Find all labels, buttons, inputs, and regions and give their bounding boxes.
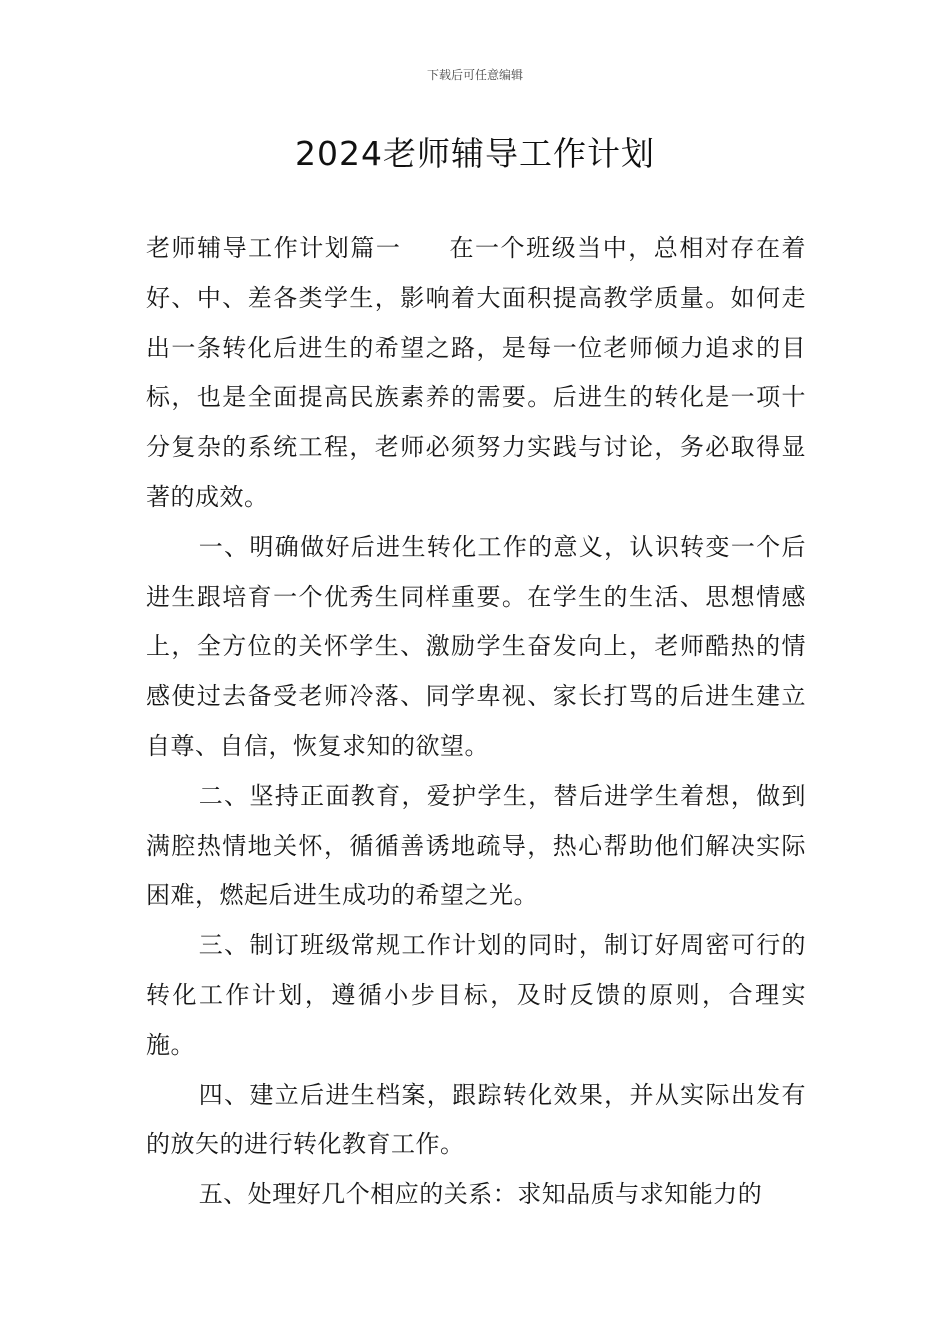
paragraph-5: 五、处理好几个相应的关系：求知品质与求知能力的: [198, 1180, 763, 1209]
paragraph-1: 一、明确做好后进生转化工作的意义，认识转变一个后进生跟培育一个优秀生同样重要。在学生的生活、思想情感上，全方位的关怀学生、激励学生奋发向上，老师酷热的情感使过去备受老师冷落、同学卑视、家长打骂的后进生建立自尊、自信，恢复求知的欲望。: [146, 532, 806, 760]
intro-text: 在一个班级当中，总相对存在着好、中、差各类学生，影响着大面积提高教学质量。如何走出一条转化后进生的希望之路，是每一位老师倾力追求的目标，也是全面提高民族素养的需要。后进生的转化是一项十分复杂的系统工程，老师必须努力实践与讨论，务必取得显著的成效。: [146, 234, 807, 511]
paragraph-3: 三、制订班级常规工作计划的同时，制订好周密可行的转化工作计划，遵循小步目标，及时反馈的原则，合理实施。: [146, 931, 806, 1059]
section-heading: 老师辅导工作计划篇一: [146, 234, 402, 262]
header-note: 下载后可任意编辑: [426, 68, 523, 82]
paragraph-2: 二、坚持正面教育，爱护学生，替后进学生着想，做到满腔热情地关怀，循循善诱地疏导，热心帮助他们解决实际困难，燃起后进生成功的希望之光。: [146, 781, 806, 910]
document-body: [146, 224, 806, 1220]
intro-paragraph: [146, 224, 806, 523]
document-title: 2024老师辅导工作计划: [295, 134, 655, 173]
paragraph-4: 四、建立后进生档案，跟踪转化效果，并从实际出发有的放矢的进行转化教育工作。: [146, 1080, 806, 1159]
